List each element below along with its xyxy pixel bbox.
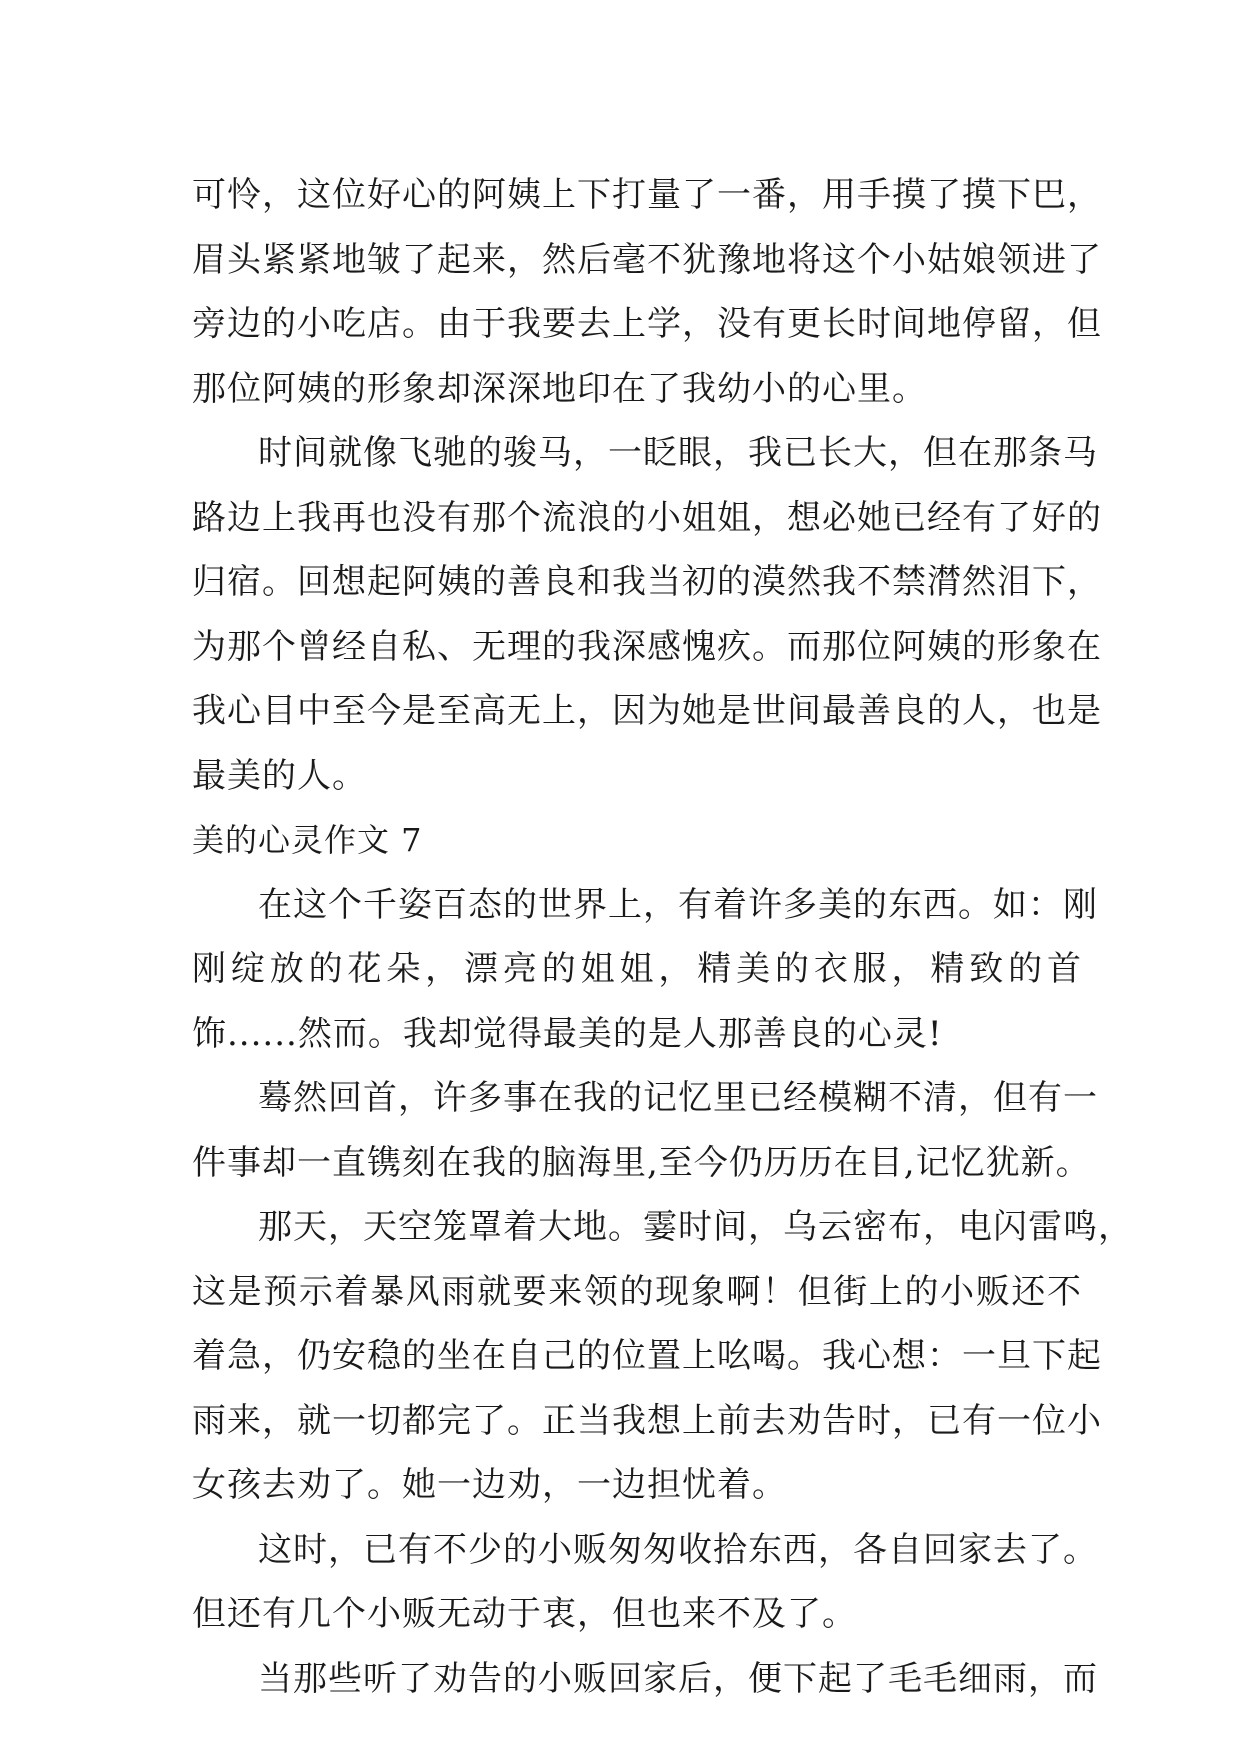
- text-line: 那位阿姨的形象却深深地印在了我幼小的心里。: [192, 368, 927, 409]
- paragraph-first-line: 当那些听了劝告的小贩回家后，便下起了毛毛细雨，而: [258, 1658, 1098, 1699]
- text-line: 眉头紧紧地皱了起来，然后毫不犹豫地将这个小姑娘领进了: [192, 239, 1102, 280]
- text-line: 刚绽放的花朵，漂亮的姐姐，精美的衣服，精致的首: [192, 949, 1082, 989]
- text-line: 可怜，这位好心的阿姨上下打量了一番，用手摸了摸下巴，: [192, 175, 1102, 215]
- paragraph-first-line: 蓦然回首，许多事在我的记忆里已经模糊不清，但有一: [258, 1078, 1098, 1118]
- paragraph-first-line: 时间就像飞驰的骏马，一眨眼，我已长大，但在那条马: [258, 433, 1098, 473]
- document-body: [192, 163, 1133, 1711]
- text-line: 我心目中至今是至高无上，因为她是世间最善良的人，也是: [192, 691, 1102, 731]
- paragraph-first-line: 这时，已有不少的小贩匆匆收拾东西，各自回家去了。: [258, 1529, 1098, 1570]
- text-line: 雨来，就一切都完了。正当我想上前去劝告时，已有一位小: [192, 1400, 1102, 1441]
- text-line: 着急，仍安稳的坐在自己的位置上吆喝。我心想：一旦下起: [192, 1336, 1102, 1376]
- text-line: 旁边的小吃店。由于我要去上学，没有更长时间地停留，但: [192, 304, 1102, 344]
- text-line: 归宿。回想起阿姨的善良和我当初的漠然我不禁潸然泪下，: [192, 562, 1102, 602]
- text-line: 路边上我再也没有那个流浪的小姐姐，想必她已经有了好的: [192, 497, 1102, 538]
- text-line: 饰......然而。我却觉得最美的是人那善良的心灵!: [192, 1013, 943, 1054]
- text-line: 但还有几个小贩无动于衷，但也来不及了。: [192, 1594, 857, 1634]
- section-heading: 美的心灵作文 7: [192, 821, 423, 859]
- text-line: 女孩去劝了。她一边劝，一边担忧着。: [192, 1465, 787, 1505]
- paragraph-first-line: 在这个千姿百态的世界上，有着许多美的东西。如：刚: [258, 884, 1098, 925]
- text-line: 为那个曾经自私、无理的我深感愧疚。而那位阿姨的形象在: [192, 626, 1102, 667]
- paragraph-first-line: 那天，天空笼罩着大地。霎时间，乌云密布，电闪雷鸣，: [258, 1207, 1133, 1247]
- text-line: 件事却一直镌刻在我的脑海里,至今仍历历在目,记忆犹新。: [192, 1142, 1091, 1183]
- text-line: 这是预示着暴风雨就要来领的现象啊！但街上的小贩还不: [192, 1271, 1082, 1312]
- text-line: 最美的人。: [192, 755, 367, 796]
